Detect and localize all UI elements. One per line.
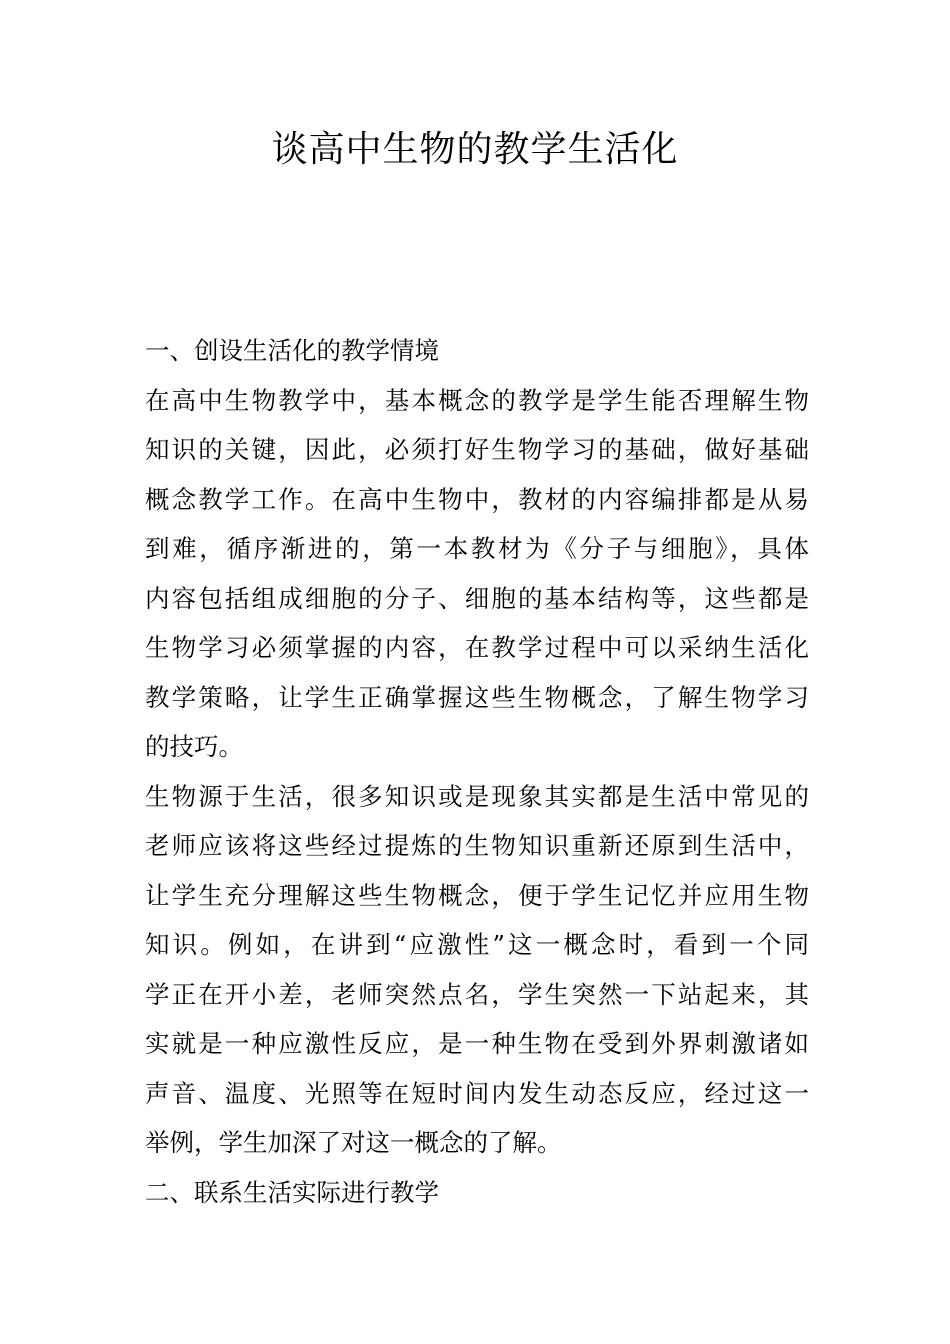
- paragraph-line: 举例，学生加深了对这一概念的了解。: [145, 1128, 562, 1157]
- paragraph-line: 学正在开小差，老师突然点名，学生突然一下站起来，其: [145, 979, 809, 1009]
- paragraph-line: 概念教学工作。在高中生物中，教材的内容编排都是从易: [145, 484, 809, 514]
- paragraph-line: 教学策略，让学生正确掌握这些生物概念，了解生物学习: [145, 682, 809, 712]
- paragraph-line: 内容包括组成细胞的分子、细胞的基本结构等，这些都是: [145, 583, 809, 613]
- paragraph-line: 知识。例如，在讲到“应激性”这一概念时，看到一个同: [145, 930, 809, 959]
- document-title: 谈高中生物的教学生活化: [271, 129, 679, 170]
- paragraph-line: 生物学习必须掌握的内容，在教学过程中可以采纳生活化: [145, 633, 809, 662]
- paragraph-line: 老师应该将这些经过提炼的生物知识重新还原到生活中，: [145, 831, 809, 860]
- section-heading-1: 一、创设生活化的教学情境: [145, 336, 439, 365]
- paragraph-line: 在高中生物教学中，基本概念的教学是学生能否理解生物: [145, 385, 809, 415]
- section-heading-2: 二、联系生活实际进行教学: [145, 1177, 439, 1207]
- paragraph-line: 声音、温度、光照等在短时间内发生动态反应，经过这一: [145, 1078, 809, 1108]
- paragraph-line: 到难，循序渐进的，第一本教材为《分子与细胞》，具体: [145, 534, 809, 563]
- paragraph-line: 知识的关键，因此，必须打好生物学习的基础，做好基础: [145, 435, 809, 464]
- paragraph-line: 实就是一种应激性反应，是一种生物在受到外界刺激诸如: [145, 1029, 809, 1058]
- paragraph-line: 的技巧。: [145, 732, 243, 761]
- paragraph-line: 让学生充分理解这些生物概念，便于学生记忆并应用生物: [145, 880, 809, 910]
- document-body: [145, 326, 809, 1217]
- paragraph-line: 生物源于生活，很多知识或是现象其实都是生活中常见的: [145, 781, 809, 811]
